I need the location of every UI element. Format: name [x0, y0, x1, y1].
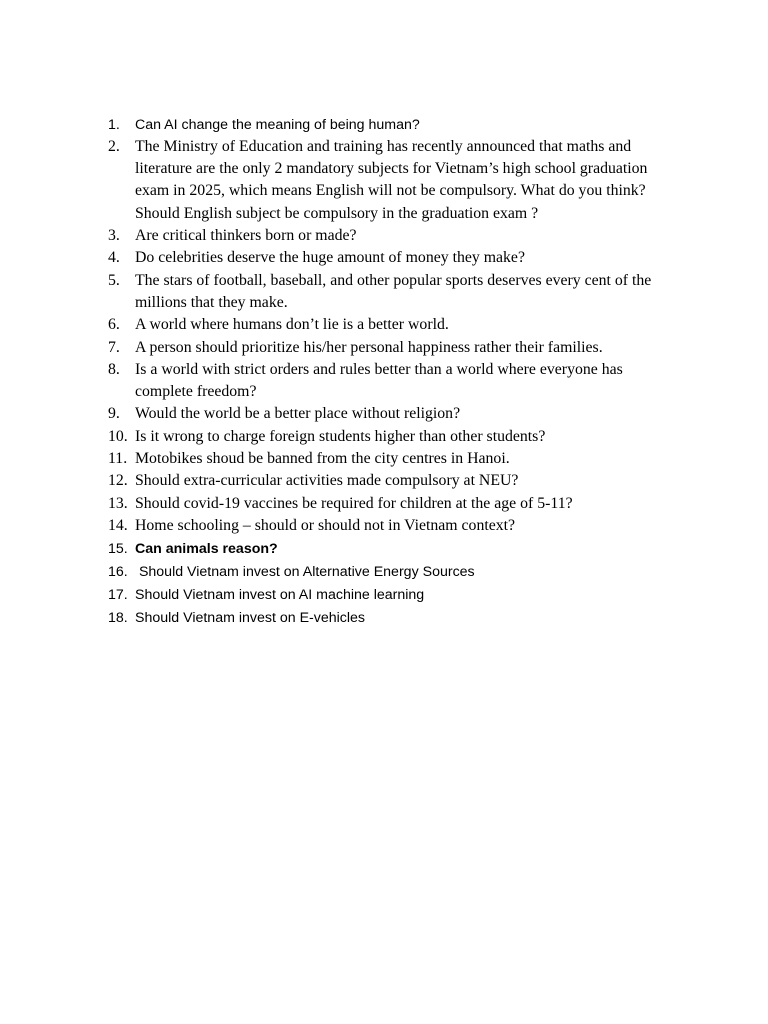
item-number: 17.: [108, 586, 128, 603]
item-text: Should Vietnam invest on E-vehicles: [135, 609, 366, 626]
list-item: [108, 247, 674, 269]
item-number: 16.: [108, 563, 128, 580]
item-number: 1.: [108, 116, 120, 133]
item-text: Are critical thinkers born or made?: [135, 227, 357, 245]
item-text: Do celebrities deserve the huge amount of money they make?: [135, 249, 525, 267]
item-number: 4.: [108, 249, 120, 267]
item-text: Can AI change the meaning of being human?: [135, 116, 420, 133]
item-number: 12.: [108, 472, 128, 490]
item-number: 11.: [108, 450, 128, 468]
item-number: 7.: [108, 338, 120, 356]
item-number: 5.: [108, 271, 120, 289]
list-item: [108, 584, 674, 606]
item-number: 8.: [108, 360, 120, 378]
list-item: [108, 493, 674, 515]
list-item: [108, 225, 674, 247]
item-text: Is a world with strict orders and rules better than a world where everyone has complete freedom?: [135, 360, 623, 401]
item-text: Should extra-curricular activities made compulsory at NEU?: [135, 472, 519, 490]
item-number: 3.: [108, 227, 120, 245]
list-item: [108, 314, 674, 336]
item-number: 6.: [108, 316, 120, 334]
item-text: A person should prioritize his/her personal happiness rather their families.: [135, 338, 603, 356]
list-item: [108, 515, 674, 537]
question-list: [108, 113, 674, 629]
list-item: [108, 136, 674, 225]
list-item: [108, 470, 674, 492]
item-text: Should Vietnam invest on Alternative Energy Sources: [135, 563, 475, 580]
list-item: [108, 561, 674, 583]
item-number: 2.: [108, 137, 120, 155]
list-item: [108, 114, 674, 136]
item-text: The stars of football, baseball, and other popular sports deserves every cent of the millions that they make.: [135, 271, 652, 311]
item-text: Should covid-19 vaccines be required for children at the age of 5-11?: [135, 494, 573, 512]
list-item: [108, 359, 674, 404]
item-number: 14.: [108, 516, 128, 534]
list-item: [108, 538, 674, 560]
item-number: 10.: [108, 427, 128, 445]
item-number: 18.: [108, 609, 128, 626]
item-text: Home schooling – should or should not in Vietnam context?: [135, 516, 516, 534]
item-text: Can animals reason?: [135, 540, 278, 557]
list-item: [108, 270, 674, 315]
item-number: 15.: [108, 540, 128, 557]
list-item: [108, 403, 674, 425]
item-text: A world where humans don’t lie is a better world.: [135, 316, 449, 334]
list-item: [108, 607, 674, 629]
item-text: Is it wrong to charge foreign students higher than other students?: [135, 427, 546, 445]
list-item: [108, 448, 674, 470]
list-item: [108, 426, 674, 448]
item-text: The Ministry of Education and training has recently announced that maths and literature are the only 2 mandatory subjects for Vietnam’s high school graduation exam in 2025, which means English will not be compulsory. What do you think? Should English subject be compulsory in the graduation exam ?: [135, 137, 648, 222]
item-text: Should Vietnam invest on AI machine learning: [135, 586, 425, 603]
item-text: Motobikes shoud be banned from the city centres in Hanoi.: [135, 450, 510, 468]
item-number: 9.: [108, 405, 120, 423]
item-number: 13.: [108, 494, 128, 512]
list-item: [108, 337, 674, 359]
item-text: Would the world be a better place without religion?: [135, 405, 461, 423]
